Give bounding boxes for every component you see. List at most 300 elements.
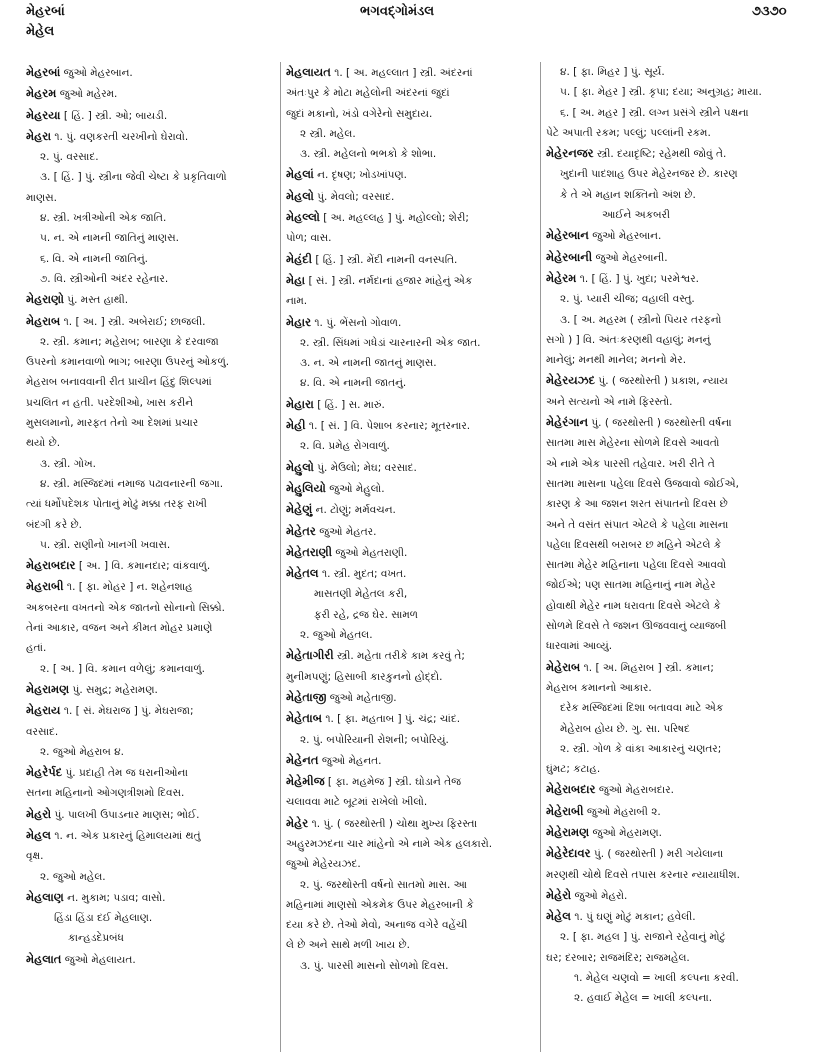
text-line (546, 575, 806, 595)
definition-text: કાન્હડદેપ્રબંધ (68, 932, 124, 945)
definition-text: જુદાં મકાનો, ખંડો વગેરેનો સમુદાય. (286, 107, 433, 120)
definition-text: મેહેરાબ હોય છે. ગુ. સા. પરિષદ (560, 722, 690, 735)
text-line (26, 413, 276, 433)
definition-text: ૨. વિ. પ્રમેહ રોગવાળું. (300, 440, 390, 453)
entry-line (546, 412, 806, 433)
headword: મેહલો (286, 188, 314, 203)
definition-text: ૫. [ ફા. મેહર ] સ્ત્રી. કૃપા; દયા; અનુગ્રહ; માયા. (560, 86, 762, 99)
definition-text: સ્ત્રી. દયાદૃષ્ટિ; રહેમથી જોવું તે. (593, 148, 727, 161)
text-line (26, 928, 276, 948)
definition-text: જુઓ મેહનત. (318, 754, 382, 767)
definition-text: લે છે અને સાથે મળી ખાય છે. (286, 939, 410, 952)
headword: મેહેતાજી (286, 689, 327, 704)
definition-text: ૧. [ અ. મહલ્લાત ] સ્ત્રી. અંદરનાં (330, 67, 473, 79)
definition-text: ૨. પું. જરથોસ્તી વર્ષનો સાતમો માસ. આ (300, 878, 468, 891)
text-line (546, 927, 806, 947)
entry-line (546, 779, 806, 800)
definition-text: પહેલા દિવસથી બરાબર છ મહિને એટલે કે (546, 538, 722, 551)
text-line (546, 103, 806, 123)
text-line (26, 269, 276, 289)
text-line (286, 83, 536, 103)
text-line (546, 759, 806, 779)
text-line (546, 185, 806, 205)
headword: મેહરાબ (26, 313, 61, 328)
definition-text: પેટે અપાતી રકમ; પલ્લું; પલ્લાંની રકમ. (546, 126, 711, 139)
text-line (26, 332, 276, 352)
definition-text: સોળમે દિવસે તે જશન ઊજવવાનું વ્યાજબી (546, 620, 727, 633)
definition-text: ૨. સ્ત્રી. ગોળ કે વાંકા આકારનું ચણતર; (560, 742, 722, 755)
definition-text: ઘુંમટ; કટાહ. (546, 763, 601, 776)
first-guide-word: મેહરબાં (26, 4, 65, 19)
definition-text: ૧. [ અ. ] સ્ત્રી. અબેરાઈ; છાજલી. (60, 315, 206, 328)
text-line (286, 854, 536, 874)
text-line (546, 616, 806, 636)
headword: મેહુલિયો (286, 480, 326, 495)
definition-text: જુઓ મેહરબાન. (60, 67, 133, 79)
headword: મેહેતાગીરી (286, 648, 334, 663)
definition-text: પું. ( જરથોસ્તી ) જરથોસ્તી વર્ષના (588, 417, 732, 430)
text-line (286, 104, 536, 124)
entry-line (546, 268, 806, 289)
definition-text: ૧. [ સં. મેઘરાજ ] પું. મેઘરાજા; (60, 705, 194, 718)
headword: મેહેનત (286, 752, 319, 767)
text-line (26, 722, 276, 742)
definition-text: હતાં. (26, 642, 47, 655)
headword: મેહુલો (286, 459, 314, 474)
text-line (546, 494, 806, 514)
text-line (26, 598, 276, 618)
entry-line (546, 885, 806, 906)
headword: મેહી (286, 418, 306, 433)
column-1 (26, 62, 276, 970)
definition-text: મરણથી ચોથે દિવસે તપાસ કરનાર ન્યાયાધીશ. (546, 868, 740, 881)
entry-line (546, 843, 806, 864)
headword: મેહેરાબી (546, 803, 584, 818)
definition-text: [ હિં. ] સ્ત્રી. ઓ; બાયડી. (60, 109, 168, 122)
text-line (26, 352, 276, 372)
definition-text: ખુદાની પાદશાહ ઉપર મેહેરનજર છે. કારણ (560, 168, 738, 181)
text-line (546, 968, 806, 988)
definition-text: ન. દૃષણ; ખોડખાંપણ. (313, 169, 407, 182)
definition-text: મહિનામાં માણસો એકમેક ઉપર મેહરબાની કે (286, 898, 474, 911)
definition-text: જુઓ મેહરાબી ૨. (583, 805, 661, 818)
entry-line (26, 679, 276, 700)
entry-line (286, 645, 536, 666)
text-line (286, 935, 536, 955)
text-line (286, 436, 536, 456)
definition-text: ૨ સ્ત્રી. મહેલ. (300, 127, 356, 140)
definition-text: ૧. પું ઘણું મોટું મકાન; હવેલી. (571, 911, 696, 924)
headword: મેહેતલ (286, 566, 319, 581)
definition-text: [ અ. ] વિ. કમાનદાર; વાંકવાળું. (75, 560, 211, 573)
definition-text: ત્યાં ધર્મોપદેશક પોતાનું મોઢું મક્કા તરફ રાખી (26, 498, 207, 511)
definition-text: [ અ. મહલ્લહ ] પું. મહોલ્લો; શેરી; (319, 212, 469, 225)
book-title: ભગવદ્ગોમંડલ (360, 4, 435, 19)
headword: મેહેતર (286, 523, 316, 538)
definition-text: [ હિં. ] સ્ત્રી. મેંદી નામની વનસ્પતિ. (312, 253, 458, 266)
text-line (546, 289, 806, 309)
definition-text: ૪. [ ફા. મિહર ] પું. સૂર્ય. (560, 66, 665, 78)
definition-text: ૨. પું. વરસાદ. (40, 151, 99, 164)
entry-line (26, 887, 276, 908)
text-line (286, 915, 536, 935)
headword: મેહલાયત (286, 65, 331, 79)
definition-text: ૧. ન. એક પ્રકારનું હિમાલયમાં થતું (51, 829, 201, 842)
definition-text: અહુરમઝદના ચાર માંહેનો એ નામે એક હલકારો. (286, 837, 493, 850)
definition-text: જુઓ મહેરમ. (56, 88, 118, 101)
entry-line (546, 657, 806, 678)
text-line (26, 783, 276, 803)
text-line (546, 535, 806, 555)
entry-line (546, 225, 806, 246)
entry-line (286, 708, 536, 729)
definition-text: સ્ત્રી. મહેતા તરીકે કામ કરવું તે; (333, 650, 465, 663)
text-line (546, 310, 806, 330)
text-line (26, 393, 276, 413)
text-line (546, 988, 806, 1008)
definition-text: ૨. [ ફા. મહલ ] પું. રાજાને રહેવાનું મોટું (560, 931, 726, 944)
entry-line (26, 289, 276, 310)
definition-text: ૧. [ હિં. ] પું. ખુદા; પરમેશ્વર. (576, 272, 700, 285)
definition-text: ૨. જુઓ મહેલ. (40, 870, 106, 883)
headword: મેહંદી (286, 251, 313, 266)
headword: મેહેરેદાવર (546, 846, 591, 861)
text-line (26, 638, 276, 658)
headword: મેહેરાબ (546, 659, 581, 674)
definition-text: ૪. સ્ત્રી. મસ્જિદમાં નમાજ પઢાવનારની જગા. (40, 477, 224, 490)
definition-text: પું. ( જરથોસ્તી ) મરી ગયેલાના (590, 848, 724, 861)
definition-text: ૨. જુઓ મેહતલ. (300, 629, 373, 642)
definition-text: માણસ. (26, 191, 57, 204)
headword: મેહેરનજર (546, 146, 594, 161)
headword: મેહાર (286, 314, 312, 329)
text-line (286, 605, 536, 625)
text-line (26, 228, 276, 248)
column-3 (546, 62, 806, 1009)
entry-line (546, 801, 806, 822)
headword: મેહરાબદાર (26, 558, 76, 573)
entry-line (286, 499, 536, 520)
definition-text: વરસાદ. (26, 725, 59, 738)
definition-text: દરેક મસ્જિદમાં દિશા બતાવવા માટે એક (560, 702, 724, 715)
definition-text: જુઓ મેહરો. (571, 889, 628, 902)
entry-line (286, 312, 536, 333)
definition-text: ૨. હવાઈ મેહેલ = ખાલી કલ્પના. (574, 992, 713, 1005)
headword: મેહેતાબ (286, 711, 322, 726)
headword: મેહેરામણ (546, 824, 590, 839)
text-line (26, 846, 276, 866)
definition-text: ૨. સ્ત્રી. સિંધમાં ગધેડાં ચારનારની એક જાત. (300, 336, 481, 349)
entry-line (546, 822, 806, 843)
text-line (26, 167, 276, 187)
definition-text: ૧. સ્ત્રી. મુદત; વખત. (318, 568, 407, 581)
definition-text: અને તે વસંત સંપાત એટલે કે પહેલા માસના (546, 518, 729, 531)
definition-text: પું. મસ્ત હાથી. (63, 294, 129, 307)
text-line (286, 834, 536, 854)
definition-text: હિંડા હિંડા દઈ મેહલાણ. (54, 912, 153, 925)
text-line (26, 867, 276, 887)
text-line (546, 719, 806, 739)
entry-line (286, 62, 536, 83)
definition-text: પું. ( જરથોસ્તી ) પ્રકાશ, ન્યાય (595, 375, 728, 388)
definition-text: આઈને અકબરી (602, 209, 670, 222)
entry-line (286, 563, 536, 584)
entry-line (26, 949, 276, 970)
headword: મેહરો (26, 806, 52, 821)
text-line (546, 123, 806, 143)
text-line (286, 353, 536, 373)
definition-text: ૩. સ્ત્રી. ગોખ. (40, 457, 96, 470)
definition-text: ૧. પું. ભેંસનો ગોવાળ. (311, 316, 402, 329)
definition-text: ૬. [ અ. મહર ] સ્ત્રી. લગ્ન પ્રસંગે સ્ત્રીને પક્ષના (560, 106, 749, 119)
text-line (546, 698, 806, 718)
entry-line (26, 825, 276, 846)
definition-text: થયો છે. (26, 437, 61, 450)
definition-text: ૪. વિ. એ નામની જાતનું. (300, 377, 407, 390)
text-line (286, 291, 536, 311)
entry-line (26, 700, 276, 721)
text-line (546, 330, 806, 350)
definition-text: ૩. પું. પારસી માસનો સોળમો દિવસ. (300, 959, 449, 972)
headword: મેહેરમ (546, 270, 577, 285)
text-line (546, 515, 806, 535)
headword: મેહરાણો (26, 292, 64, 307)
definition-text: કારણ કે આ જશન શરત સંપાતનો દિવસ છે (546, 498, 728, 511)
definition-text: ન. ટોણું; મર્મવચન. (312, 504, 396, 517)
text-line (286, 625, 536, 645)
definition-text: મેહરાબ બનાવવાની રીત પ્રાચીન હિંદુ શિલ્પમાં (26, 376, 212, 389)
definition-text: ૧. મેહેલ ચણવો = ખાલી કલ્પના કરવી. (574, 972, 739, 985)
headword: મેહેરબાની (546, 249, 593, 264)
text-line (26, 147, 276, 167)
text-line (546, 474, 806, 494)
entry-line (286, 249, 536, 270)
definition-text: ૬. વિ. એ નામની જાતિનું. (40, 252, 149, 265)
entry-line (286, 186, 536, 207)
definition-text: જુઓ મેહેરયઝદ. (286, 858, 361, 871)
headword: મેહરાય (26, 703, 61, 718)
text-line (286, 895, 536, 915)
text-line (26, 742, 276, 762)
entry-line (286, 457, 536, 478)
text-line (546, 636, 806, 656)
text-line (546, 392, 806, 412)
headword: મેહેરયઝદ (546, 373, 596, 388)
text-line (546, 454, 806, 474)
definition-text: મુનીમપણું; હિસાબી કારકુનનો હોદ્દો. (286, 670, 443, 683)
entry-line (26, 62, 276, 83)
definition-text: સાતમા મેહેર મહિનાના પહેલા દિવસે આવવો (546, 559, 727, 572)
definition-text: સાતમા માસ મેહેરના સોળમે દિવસે આવતો (546, 437, 720, 450)
entry-line (546, 370, 806, 391)
definition-text: જુઓ મેહુલો. (325, 482, 385, 495)
last-guide-word: મેહેલ (26, 24, 55, 39)
page-number: ૭૩૭૦ (752, 4, 787, 19)
definition-text: અંતઃપુર કે મોટા મહેલોની અંદરનાં જુદાં (286, 87, 450, 100)
entry-line (286, 394, 536, 415)
definition-text: ઉપરનો કમાનવાળો ભાગ; બારણા ઉપરનું ઓકળું. (26, 356, 230, 369)
text-line (26, 188, 276, 208)
definition-text: ૨. સ્ત્રી. કમાન; મહેરાબ; બારણા કે દરવાજા (40, 335, 219, 348)
definition-text: સાતમા માસના પહેલા દિવસે ઉજવાવો જોઈએ, (546, 477, 739, 490)
definition-text: પું. મેઉલો; મેઘ; વરસાદ. (313, 461, 417, 474)
column-divider (280, 62, 281, 1052)
text-line (546, 678, 806, 698)
headword: મેહેરો (546, 887, 572, 902)
text-line (546, 205, 806, 225)
entry-line (286, 478, 536, 499)
text-line (26, 908, 276, 928)
definition-text: સતના મહિનાનો ઓગણત્રીશમો દિવસ. (26, 787, 185, 800)
entry-line (546, 247, 806, 268)
text-line (26, 515, 276, 535)
definition-text: કે તે એ મહાન શક્તિનો અંશ છે. (560, 188, 696, 201)
text-line (286, 792, 536, 812)
text-line (546, 62, 806, 82)
text-line (286, 730, 536, 750)
definition-text: ૧. પું. ( જરથોસ્તી ) ચોથા મુખ્ય ફિરસ્તા (308, 817, 478, 830)
entry-line (286, 771, 536, 792)
headword: મેહારા (286, 396, 314, 411)
headword: મેહા (286, 272, 306, 287)
text-line (286, 228, 536, 248)
text-line (286, 667, 536, 687)
entry-line (26, 126, 276, 147)
definition-text: ચલાવવા માટે બૂટમાં રાખેલો ખીલો. (286, 796, 428, 809)
entry-line (26, 804, 276, 825)
entry-line (26, 83, 276, 104)
headword: મેહેણું (286, 502, 313, 517)
definition-text: ૨. [ અ. ] વિ. કમાન વળેલું; કમાનવાળું. (40, 662, 206, 675)
definition-text: પું. સમુદ્ર; મહેરામણ. (69, 683, 158, 696)
definition-text: ૫. સ્ત્રી. રાણીનો ખાનગી ખવાસ. (40, 538, 171, 551)
definition-text: જુઓ મેહતર. (315, 525, 377, 538)
text-line (286, 124, 536, 144)
headword: મેહેરંગાન (546, 415, 589, 430)
headword: મેહરા (26, 128, 52, 143)
entry-line (286, 415, 536, 436)
text-line (286, 373, 536, 393)
column-2 (286, 62, 536, 976)
definition-text: ધારવામાં આવ્યું. (546, 640, 613, 653)
text-line (26, 249, 276, 269)
definition-text: એ નામે એક પારસી તહેવાર. ખરી રીતે તે (546, 457, 715, 470)
entry-line (26, 555, 276, 576)
text-line (546, 739, 806, 759)
headword: મેહલ (26, 827, 51, 842)
headword: મેહરયા (26, 107, 61, 122)
text-line (546, 433, 806, 453)
definition-text: ૫. ન. એ નામની જાતિનું માણસ. (40, 232, 179, 245)
definition-text: મેહરાબ કમાનનો આકાર. (546, 681, 652, 694)
definition-text: નામ. (286, 295, 308, 308)
definition-text: પું. પ્રદાહી તેમ જ ધરાનીઓના (62, 767, 188, 780)
headword: મેહેરબાન (546, 228, 589, 243)
definition-text: ૩. સ્ત્રી. મહેલનો ભભકો કે શોભા. (300, 148, 437, 161)
definition-text: જુઓ મેહરબાની. (592, 251, 668, 264)
definition-text: [ ફા. મહમેજ ] સ્ત્રી. ઘોડાને તેજ (324, 776, 462, 789)
entry-line (26, 105, 276, 126)
definition-text: ફરી રહે, દ્રજ ઘેર. સામળ (314, 608, 418, 621)
entry-line (26, 311, 276, 332)
column-divider (540, 62, 541, 1052)
headword: મેહરાબી (26, 579, 64, 594)
headword: મેહેરાબદાર (546, 782, 596, 797)
definition-text: ૨. જુઓ મેહરાબ ૪. (40, 745, 124, 758)
text-line (26, 433, 276, 453)
definition-text: માનેલું; મનથી માનેલ; મનનો મેર. (546, 354, 687, 367)
definition-text: પ્રચલિત ન હતી. પરદેશીઓ, ખાસ કરીને (26, 396, 194, 409)
definition-text: જુઓ મહેતાજી. (326, 691, 397, 704)
definition-text: ૪. સ્ત્રી. ખત્રીઓની એક જાતિ. (40, 212, 167, 225)
definition-text: જુઓ મેહલાયત. (61, 953, 136, 966)
text-line (546, 82, 806, 102)
text-line (26, 618, 276, 638)
entry-line (286, 207, 536, 228)
headword: મેહલાત (26, 951, 62, 966)
text-line (546, 164, 806, 184)
headword: મેહેમીજ (286, 774, 325, 789)
definition-text: ૨. પું. બપોરિયાની રોશની; બપોરિયું. (300, 733, 449, 746)
headword: મેહરબાં (26, 65, 61, 79)
definition-text: ન. મુકામ; પડાવ; વાસો. (63, 891, 166, 904)
definition-text: [ સં. ] સ્ત્રી. નર્મદાનાં હજાર માંહેનું એક (305, 274, 473, 287)
definition-text: સગો ) ] વિ. અંતઃકરણથી વહાલું; મનનું (546, 333, 711, 346)
definition-text: મુસલમાનો, મારફત તેનો આ દેશમાં પ્રચાર (26, 417, 199, 430)
text-line (286, 144, 536, 164)
definition-text: અને સત્યનો એ નામે ફિરસ્તો. (546, 395, 673, 408)
text-line (26, 535, 276, 555)
definition-text: પું. પાલખી ઉપાડનાર માણસ; ભોઈ. (51, 808, 200, 821)
headword: મેહરામણ (26, 681, 70, 696)
definition-text: ૧. [ સં. ] વિ. પેશાબ કરનાર; મૂતરનાર. (305, 420, 471, 433)
definition-text: જુઓ મેહરબાન. (588, 230, 662, 243)
definition-text: વૃક્ષ. (26, 850, 44, 863)
entry-line (546, 143, 806, 164)
definition-text: પોળ; વાસ. (286, 232, 332, 245)
text-line (26, 372, 276, 392)
entry-line (286, 687, 536, 708)
text-line (286, 875, 536, 895)
entry-line (286, 750, 536, 771)
text-line (286, 333, 536, 353)
text-line (26, 494, 276, 514)
definition-text: હોવાથી મેહેર નામ ધરાવતા દિવસે એટલે કે (546, 599, 721, 612)
headword: મેહલ્લો (286, 210, 320, 225)
text-line (546, 596, 806, 616)
text-line (546, 865, 806, 885)
headword: મેહેતરાણી (286, 544, 332, 559)
definition-text: ૩. [ અ. મહરમ ( સ્ત્રીનો પિયર તરફનો (560, 313, 722, 326)
definition-text: ૭. વિ. સ્ત્રીઓની અંદર રહેનાર. (40, 272, 169, 285)
headword: મેહરેર્પદ (26, 765, 63, 780)
entry-line (26, 576, 276, 597)
definition-text: દયા કરે છે. તેઓ મેવો, અનાજ વગેરે વહેંચી (286, 919, 468, 932)
text-line (26, 208, 276, 228)
definition-text: અકબરના વખતનો એક જાતનો સોનાનો સિક્કો. (26, 601, 225, 614)
text-line (26, 474, 276, 494)
headword: મેહેર (286, 815, 309, 830)
text-line (546, 948, 806, 968)
definition-text: ઘર; દરબાર; રાજમંદિર; રાજમહેલ. (546, 951, 690, 964)
definition-text: માસતણી મેહેતલ કરી, (314, 588, 408, 601)
entry-line (286, 270, 536, 291)
definition-text: જોઈએ; પણ સાતમા મહિનાનું નામ મેહેર (546, 579, 716, 592)
text-line (26, 454, 276, 474)
entry-line (286, 542, 536, 563)
entry-line (546, 906, 806, 927)
definition-text: ૧. [ ફા. મોહર ] ન. શહેનશાહ (63, 581, 193, 594)
